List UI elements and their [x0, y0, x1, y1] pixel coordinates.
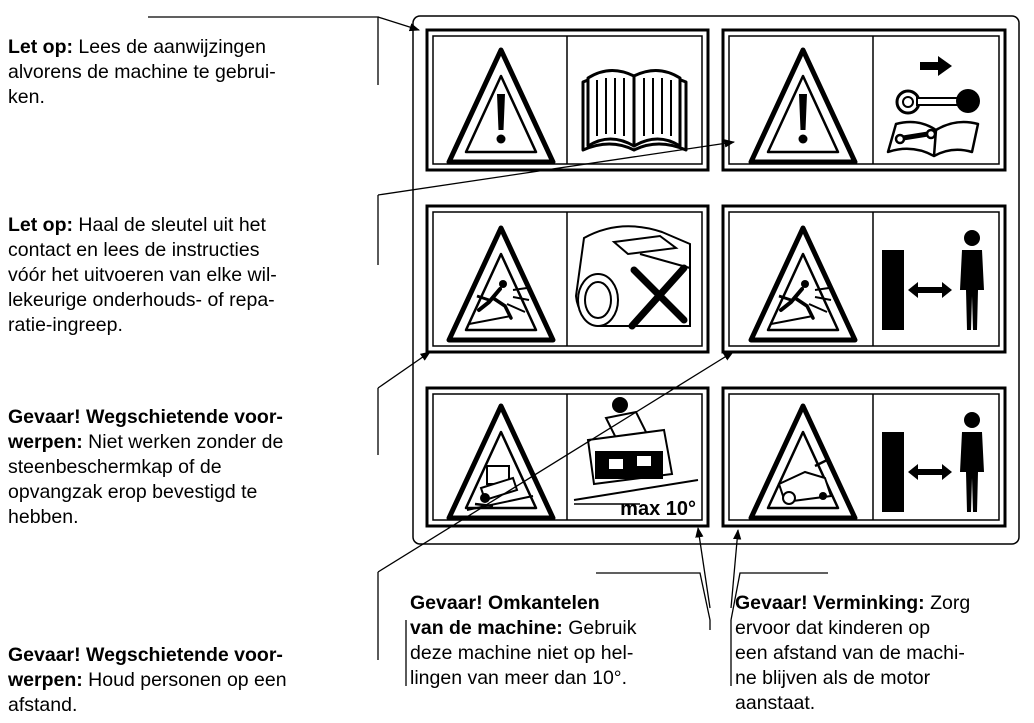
- caption-line: ratie-ingreep.: [8, 314, 123, 336]
- caption-bold: werpen:: [8, 669, 83, 691]
- slope-label: max 10°: [620, 498, 696, 520]
- caption-line: Zorg: [924, 592, 971, 614]
- caption-line: een afstand van de machi-: [735, 642, 965, 664]
- caption-line: Haal de sleutel uit het: [72, 214, 266, 236]
- caption-line: opvangzak erop bevestigd te: [8, 481, 258, 503]
- caption-line: lekeurige onderhouds- of repa-: [8, 289, 275, 311]
- caption-line: Houd personen op een: [82, 669, 287, 691]
- caption-bold: Gevaar! Omkantelen: [410, 592, 600, 614]
- caption-line: hebben.: [8, 506, 79, 528]
- caption-bold: Let op:: [8, 36, 73, 58]
- caption-line: ne blijven als de motor: [735, 667, 931, 689]
- caption-line: steenbeschermkap of de: [8, 456, 222, 478]
- caption-line: deze machine niet op hel-: [410, 642, 634, 664]
- caption-line: Lees de aanwijzingen: [72, 36, 266, 58]
- caption-bold: werpen:: [8, 431, 83, 453]
- caption-line: afstand.: [8, 694, 78, 716]
- manual-book-icon: [583, 70, 686, 150]
- caption-line: ervoor dat kinderen op: [735, 617, 931, 639]
- caption-line: aanstaat.: [735, 692, 816, 714]
- mower-guard-missing-icon: [576, 226, 690, 326]
- caption-line: vóór het uitvoeren van elke wil-: [8, 264, 277, 286]
- caption-line: contact en lees de instructies: [8, 239, 260, 261]
- caption-bold: van de machine:: [410, 617, 563, 639]
- caption-bold: Let op:: [8, 214, 73, 236]
- caption-line: ken.: [8, 86, 45, 108]
- caption-bold: Gevaar! Wegschietende voor-: [8, 406, 283, 428]
- caption-line: alvorens de machine te gebrui-: [8, 61, 276, 83]
- caption-line: lingen van meer dan 10°.: [410, 667, 628, 689]
- caption-line: Niet werken zonder de: [82, 431, 284, 453]
- caption-bold: Gevaar! Wegschietende voor-: [8, 644, 283, 666]
- caption-bold: Gevaar! Verminking:: [735, 592, 925, 614]
- caption-line: Gebruik: [562, 617, 637, 639]
